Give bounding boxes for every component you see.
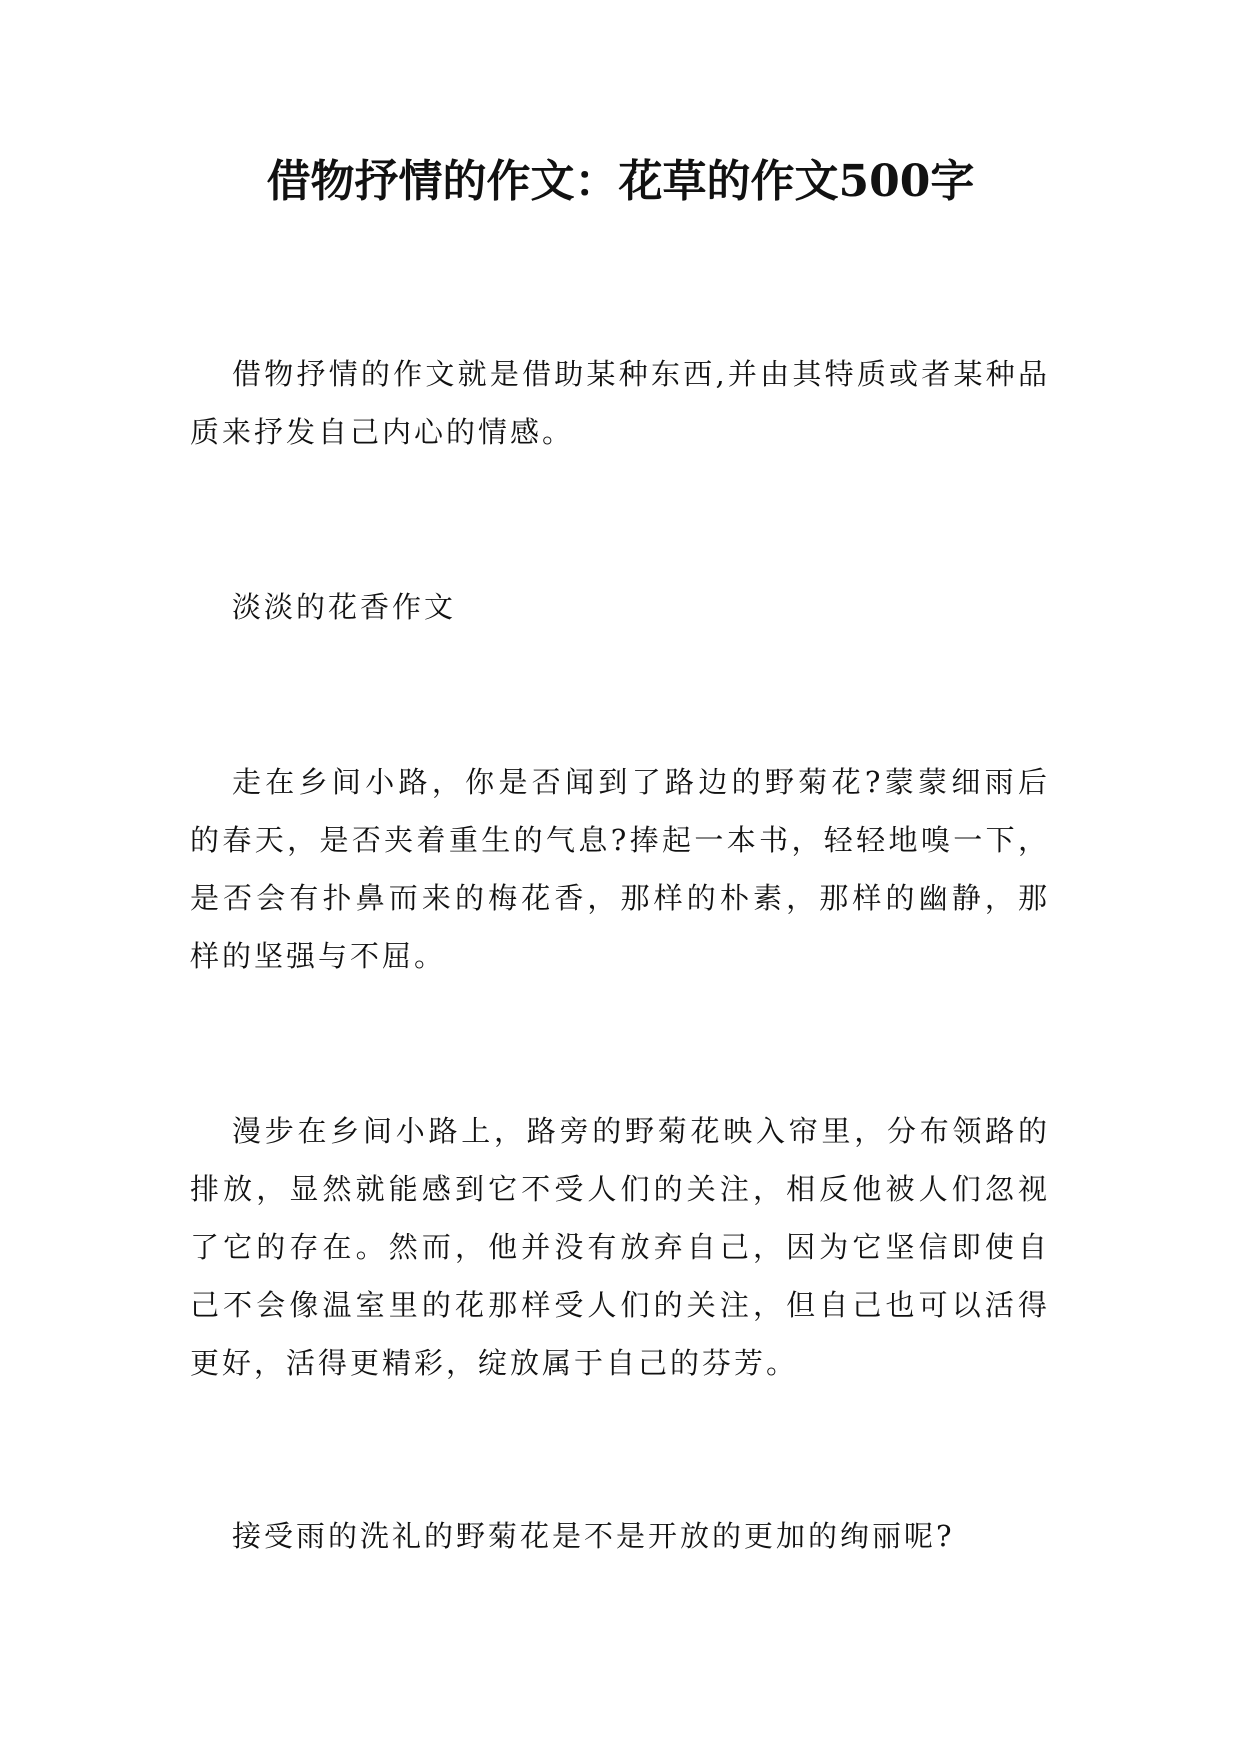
paragraph-subheading: 淡淡的花香作文	[232, 590, 457, 624]
document-title: 借物抒情的作文：花草的作文500字	[266, 156, 975, 207]
paragraph-body: 接受雨的洗礼的野菊花是不是开放的更加的绚丽呢?	[232, 1519, 955, 1553]
paragraph-body: 走在乡间小路，你是否闻到了路边的野菊花?蒙蒙细雨后的春天，是否夹着重生的气息?捧起一本书，轻轻地嗅一下，是否会有扑鼻而来的梅花香，那样的朴素，那样的幽静，那样的坚强与不屈。	[190, 765, 1050, 973]
paragraph-body: 漫步在乡间小路上，路旁的野菊花映入帘里，分布领路的排放，显然就能感到它不受人们的关注，相反他被人们忽视了它的存在。然而，他并没有放弃自己，因为它坚信即使自己不会像温室里的花那样受人们的关注，但自己也可以活得更好，活得更精彩，绽放属于自己的芬芳。	[190, 1114, 1050, 1380]
paragraph-intro: 借物抒情的作文就是借助某种东西,并由其特质或者某种品质来抒发自己内心的情感。	[190, 357, 1050, 449]
